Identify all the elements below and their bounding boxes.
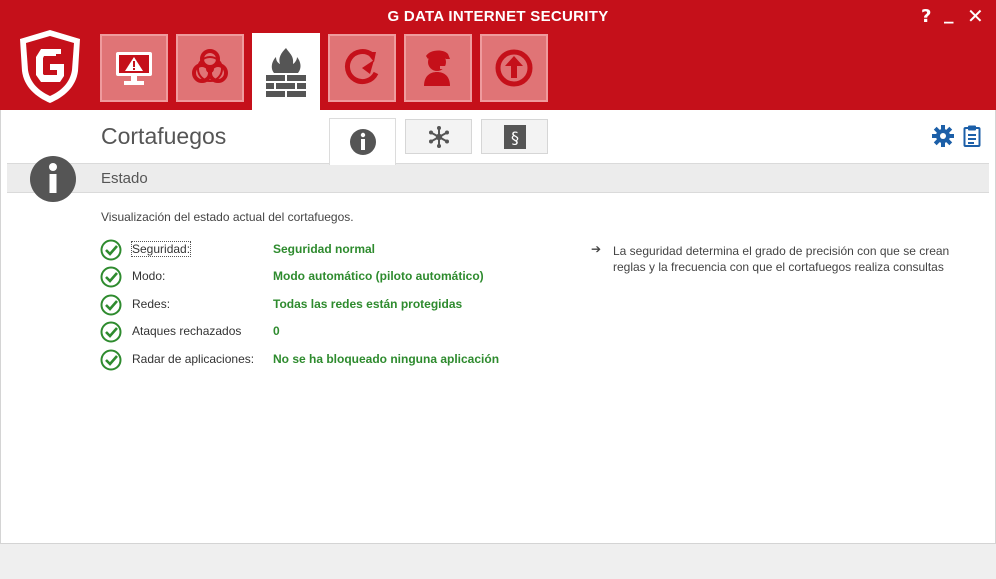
info-icon xyxy=(349,128,377,156)
help-button[interactable]: ? xyxy=(921,6,932,27)
status-value: 0 xyxy=(273,324,280,338)
clipboard-log-icon[interactable] xyxy=(963,125,981,152)
tab-parental-control[interactable] xyxy=(404,34,472,102)
tab-networks[interactable] xyxy=(405,119,472,154)
monitor-warning-icon xyxy=(112,46,156,90)
update-icon xyxy=(492,46,536,90)
check-icon xyxy=(100,294,122,316)
status-row-app-radar xyxy=(100,349,580,371)
status-row-mode xyxy=(100,266,580,288)
status-value: Modo automático (piloto automático) xyxy=(273,269,484,283)
status-row-attacks xyxy=(100,321,580,343)
network-icon xyxy=(427,125,451,149)
check-icon xyxy=(100,321,122,343)
status-label[interactable]: Modo: xyxy=(132,269,166,283)
tab-firewall[interactable] xyxy=(252,33,320,111)
section-title: Estado xyxy=(101,170,148,187)
backup-icon xyxy=(340,46,384,90)
rules-icon xyxy=(504,125,526,149)
tab-update[interactable] xyxy=(480,34,548,102)
status-label[interactable]: Redes: xyxy=(132,297,171,311)
arrow-right-icon: ➔ xyxy=(591,242,602,256)
settings-icon[interactable] xyxy=(932,125,954,152)
info-text: La seguridad determina el grado de precisión con que se crean reglas y la frecuencia con que el cortafuegos realiza consultas xyxy=(613,244,950,274)
biohazard-icon xyxy=(188,46,232,90)
status-label[interactable]: Radar de aplicaciones: xyxy=(132,352,255,366)
check-icon xyxy=(100,239,122,261)
tab-virus-protection[interactable] xyxy=(176,34,244,102)
tab-status-monitor[interactable] xyxy=(100,34,168,102)
firewall-icon xyxy=(260,46,312,98)
status-label[interactable]: Seguridad: xyxy=(132,242,191,256)
footer-bar xyxy=(0,543,996,579)
check-icon xyxy=(100,266,122,288)
status-label[interactable]: Ataques rechazados xyxy=(132,324,242,338)
window-border-left xyxy=(0,110,1,543)
gdata-logo xyxy=(16,27,84,105)
tab-rules[interactable] xyxy=(481,119,548,154)
app-title: G DATA INTERNET SECURITY xyxy=(387,8,609,25)
parental-control-icon xyxy=(416,46,460,90)
page-title: Cortafuegos xyxy=(101,123,227,149)
section-info-icon xyxy=(29,155,77,208)
section-header xyxy=(7,163,989,193)
tab-backup[interactable] xyxy=(328,34,396,102)
status-value: Seguridad normal xyxy=(273,242,376,256)
minimize-button[interactable]: _ xyxy=(944,2,954,24)
status-row-networks xyxy=(100,294,580,316)
check-icon xyxy=(100,349,122,371)
status-description: Visualización del estado actual del cortafuegos. xyxy=(101,210,354,224)
svg-text:§: § xyxy=(510,127,519,147)
close-button[interactable]: ✕ xyxy=(967,4,984,28)
status-value: Todas las redes están protegidas xyxy=(273,297,463,311)
status-value: No se ha bloqueado ninguna aplicación xyxy=(273,352,500,366)
status-row-security xyxy=(100,239,580,261)
tab-status[interactable] xyxy=(329,118,396,165)
